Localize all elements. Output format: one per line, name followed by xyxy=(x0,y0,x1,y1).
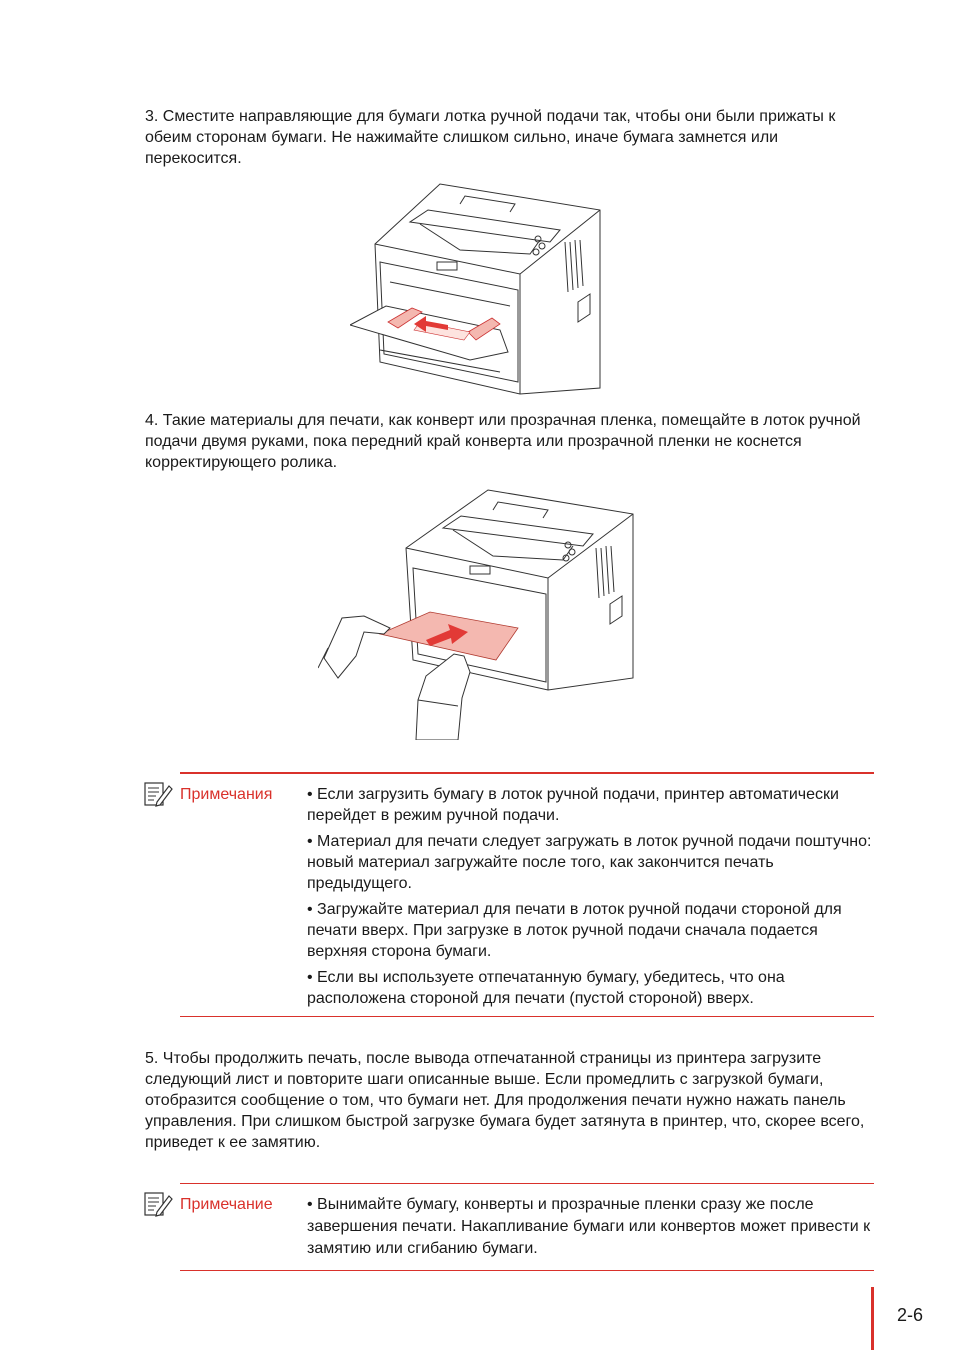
page-number-bar xyxy=(871,1287,874,1350)
printer-paper-guides-illustration xyxy=(350,182,605,397)
note-list xyxy=(307,1194,877,1265)
notes-bottom-rule xyxy=(180,1016,874,1017)
notes-title: Примечания xyxy=(180,786,273,803)
note-title: Примечание xyxy=(180,1196,273,1213)
printer-envelope-insert-illustration xyxy=(318,488,636,740)
note-item: • Если вы используете отпечатанную бумагу, убедитесь, что она расположена стороной для печати (пустой стороной) вверх. xyxy=(307,969,785,1007)
left-hand xyxy=(318,616,390,678)
note-pencil-icon xyxy=(143,1190,173,1218)
note-pencil-icon xyxy=(143,780,173,808)
note-item: • Материал для печати следует загружать в лоток ручной подачи поштучно: новый материал загружайте после того, как закончится печать предыдущего. xyxy=(307,833,872,892)
note-bottom-rule xyxy=(180,1270,874,1271)
notes-top-rule xyxy=(180,772,874,774)
notes-list xyxy=(307,784,877,1014)
note-top-rule xyxy=(180,1183,874,1184)
step-4-text: 4. Такие материалы для печати, как конверт или прозрачная пленка, помещайте в лоток ручной подачи двумя руками, пока передний край конверта или прозрачной пленки не коснется корректирующего ролика. xyxy=(145,412,861,471)
step-5-text: 5. Чтобы продолжить печать, после вывода отпечатанной страницы из принтера загрузите следующий лист и повторите шаги описанные выше. Если промедлить с загрузкой бумаги, отобразится сообщение о том, что бумаги нет. Для продолжения печати нужно нажать панель управления. При слишком быстрой загрузке бумага будет затянута в принтер, что, скорее всего, приведет к ее замятию. xyxy=(145,1050,865,1151)
note-item: • Если загрузить бумагу в лоток ручной подачи, принтер автоматически перейдет в режим ручной подачи. xyxy=(307,786,839,824)
step-3-text: 3. Сместите направляющие для бумаги лотка ручной подачи так, чтобы они были прижаты к обеим сторонам бумаги. Не нажимайте слишком сильно, иначе бумага замнется или перекосится. xyxy=(145,108,836,167)
right-hand xyxy=(416,654,470,740)
note-item: • Загружайте материал для печати в лоток ручной подачи стороной для печати вверх. При загрузке в лоток ручной подачи сначала подается верхняя сторона бумаги. xyxy=(307,901,842,960)
page-number: 2-6 xyxy=(897,1305,924,1325)
note-item: • Вынимайте бумагу, конверты и прозрачные пленки сразу же после завершения печати. Накапливание бумаги или конвертов может привести к замятию или сгибанию бумаги. xyxy=(307,1196,871,1257)
